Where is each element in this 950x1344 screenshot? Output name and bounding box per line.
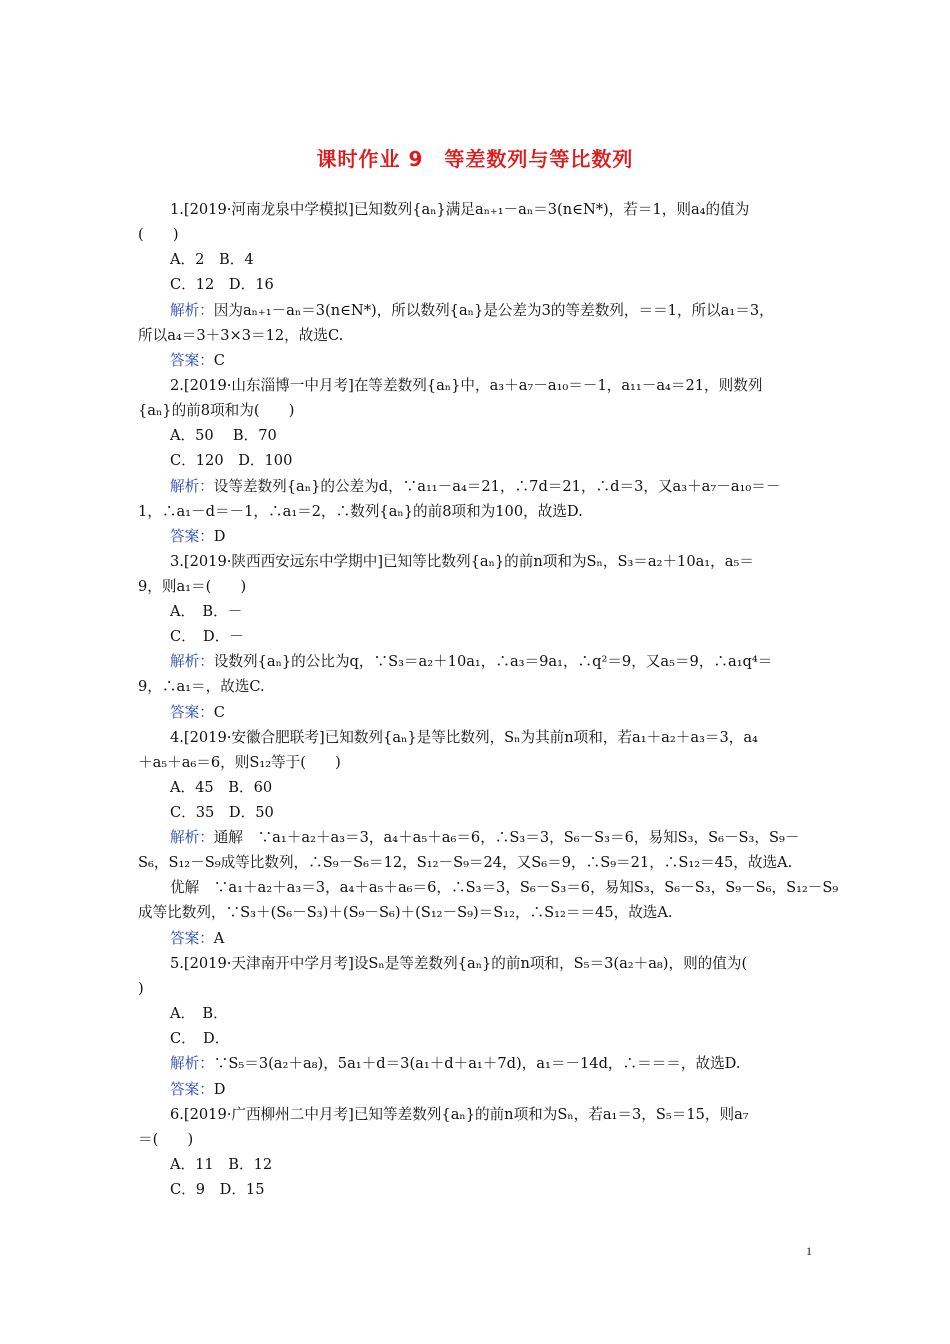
text-line: [170, 250, 254, 270]
text-line: [170, 275, 274, 295]
text-line: [170, 1105, 749, 1125]
text-line: [170, 703, 225, 723]
line-text: C: [213, 352, 225, 369]
line-text: 1.[2019·河南龙泉中学模拟]已知数列{aₙ}满足aₙ₊₁－aₙ＝3(n∈N*)，若＝1，则a₄的值为: [170, 201, 750, 218]
text-line: [170, 803, 274, 823]
text-line: [170, 376, 762, 396]
text-line: [138, 903, 673, 923]
line-text: 9，∴a₁＝，故选C.: [138, 678, 265, 695]
text-line: [170, 552, 754, 572]
text-line: [170, 451, 292, 471]
line-text: S₆，S₁₂－S₉成等比数列，∴S₉－S₆＝12，S₁₂－S₉＝24，又S₆＝9，∴S₉＝21，∴S₁₂＝45，故选A.: [138, 854, 793, 871]
text-line: [170, 828, 799, 848]
text-line: [170, 954, 747, 974]
line-text: 4.[2019·安徽合肥联考]已知数列{aₙ}是等比数列，Sₙ为其前n项和，若a₁＋a₂＋a₃＝3，a₄: [170, 729, 758, 746]
text-line: [138, 326, 343, 346]
text-line: [170, 1155, 272, 1175]
line-text: 因为aₙ₊₁－aₙ＝3(n∈N*)，所以数列{aₙ}是公差为3的等差数列，＝＝1，所以a₁＝3，: [213, 302, 774, 319]
text-line: [138, 753, 341, 773]
text-line: [170, 426, 277, 446]
text-line: [138, 401, 294, 421]
line-text: C． D．: [170, 1030, 230, 1047]
page-title: 课时作业 9 等差数列与等比数列: [316, 147, 634, 171]
text-line: [170, 878, 838, 898]
line-text: 2.[2019·山东淄博一中月考]在等差数列{aₙ}中，a₃＋a₇－a₁₀＝－1，a₁₁－a₄＝21，则数列: [170, 377, 763, 394]
line-text: D: [213, 1081, 226, 1098]
answer-label: 答案：: [170, 528, 214, 545]
line-text: 6.[2019·广西柳州二中月考]已知等差数列{aₙ}的前n项和为Sₙ，若a₁＝3，S₅＝15，则a₇: [170, 1106, 749, 1123]
line-text: 设数列{aₙ}的公比为q，∵S₃＝a₂＋10a₁，∴a₃＝9a₁，∴q²＝9，又a₅＝9，∴a₁q⁴＝: [213, 653, 773, 670]
text-line: [170, 652, 772, 672]
answer-label: 解析：: [170, 478, 214, 495]
line-text: 1，∴a₁－d＝－1，∴a₁＝2，∴数列{aₙ}的前8项和为100，故选D.: [138, 503, 583, 520]
line-text: A． B．－: [170, 603, 243, 620]
line-text: ∵S₅＝3(a₂＋a₈)，5a₁＋d＝3(a₁＋d＋a₁＋7d)，a₁＝－14d，∴＝＝＝，故选D.: [213, 1055, 741, 1072]
text-line: [138, 577, 246, 597]
answer-label: 答案：: [170, 1081, 214, 1098]
answer-label: 答案：: [170, 352, 214, 369]
line-text: {aₙ}的前8项和为( ): [138, 402, 295, 419]
text-line: [170, 1029, 229, 1049]
line-text: A．11 B．12: [170, 1156, 273, 1173]
answer-label: 解析：: [170, 653, 214, 670]
text-line: [170, 728, 758, 748]
line-text: 成等比数列，∵S₃＋(S₆－S₃)＋(S₉－S₆)＋(S₁₂－S₉)＝S₁₂，∴S₁₂＝＝45，故选A.: [138, 904, 673, 921]
line-text: A． B．: [170, 1005, 228, 1022]
text-line: [138, 225, 179, 245]
text-line: [170, 1004, 228, 1024]
text-line: [170, 627, 244, 647]
line-text: 设等差数列{aₙ}的公差为d，∵a₁₁－a₄＝21，∴7d＝21，∴d＝3，又a₃＋a₇－a₁₀＝－: [213, 478, 781, 495]
text-line: [170, 351, 225, 371]
text-line: [170, 301, 774, 321]
page-number: 1: [806, 1244, 812, 1258]
line-text: 通解 ∵a₁＋a₂＋a₃＝3，a₄＋a₅＋a₆＝6，∴S₃＝3，S₆－S₃＝6，易知S₃，S₆－S₃，S₉－: [213, 829, 800, 846]
line-text: ): [138, 980, 144, 997]
answer-label: 答案：: [170, 930, 214, 947]
line-text: 3.[2019·陕西西安远东中学期中]已知等比数列{aₙ}的前n项和为Sₙ，S₃＝a₂＋10a₁，a₅＝: [170, 553, 754, 570]
text-line: [138, 979, 144, 999]
text-line: [170, 1180, 265, 1200]
answer-label: 解析：: [170, 1055, 214, 1072]
text-line: [170, 929, 224, 949]
text-line: [170, 527, 226, 547]
line-text: 5.[2019·天津南开中学月考]设Sₙ是等差数列{aₙ}的前n项和，S₅＝3(a₂＋a₈)，则的值为(: [170, 955, 748, 972]
line-text: 优解 ∵a₁＋a₂＋a₃＝3，a₄＋a₅＋a₆＝6，∴S₃＝3，S₆－S₃＝6，易知S₃，S₆－S₃，S₉－S₆，S₁₂－S₉: [170, 879, 839, 896]
line-text: A．2 B．4: [170, 251, 254, 268]
text-line: [138, 1130, 193, 1150]
text-line: [138, 853, 792, 873]
line-text: C．9 D．15: [170, 1181, 265, 1198]
line-text: C．120 D．100: [170, 452, 293, 469]
line-text: C． D．－: [170, 628, 244, 645]
line-text: D: [213, 528, 226, 545]
text-line: [170, 1054, 741, 1074]
text-line: [170, 778, 272, 798]
line-text: A: [213, 930, 225, 947]
line-text: A．45 B．60: [170, 779, 273, 796]
text-line: [170, 477, 780, 497]
line-text: ＝( ): [138, 1131, 194, 1148]
line-text: C．35 D．50: [170, 804, 274, 821]
line-text: C．12 D．16: [170, 276, 274, 293]
text-line: [138, 502, 583, 522]
text-line: [138, 677, 265, 697]
text-line: [170, 1080, 226, 1100]
line-text: C: [213, 704, 225, 721]
line-text: ＋a₅＋a₆＝6，则S₁₂等于( ): [138, 754, 341, 771]
line-text: ( ): [138, 226, 179, 243]
line-text: 9，则a₁＝( ): [138, 578, 247, 595]
line-text: 所以a₄＝3＋3×3＝12，故选C.: [138, 327, 344, 344]
text-line: [170, 200, 749, 220]
line-text: A．50 B．70: [170, 427, 277, 444]
answer-label: 解析：: [170, 829, 214, 846]
answer-label: 答案：: [170, 704, 214, 721]
text-line: [170, 602, 242, 622]
answer-label: 解析：: [170, 302, 214, 319]
